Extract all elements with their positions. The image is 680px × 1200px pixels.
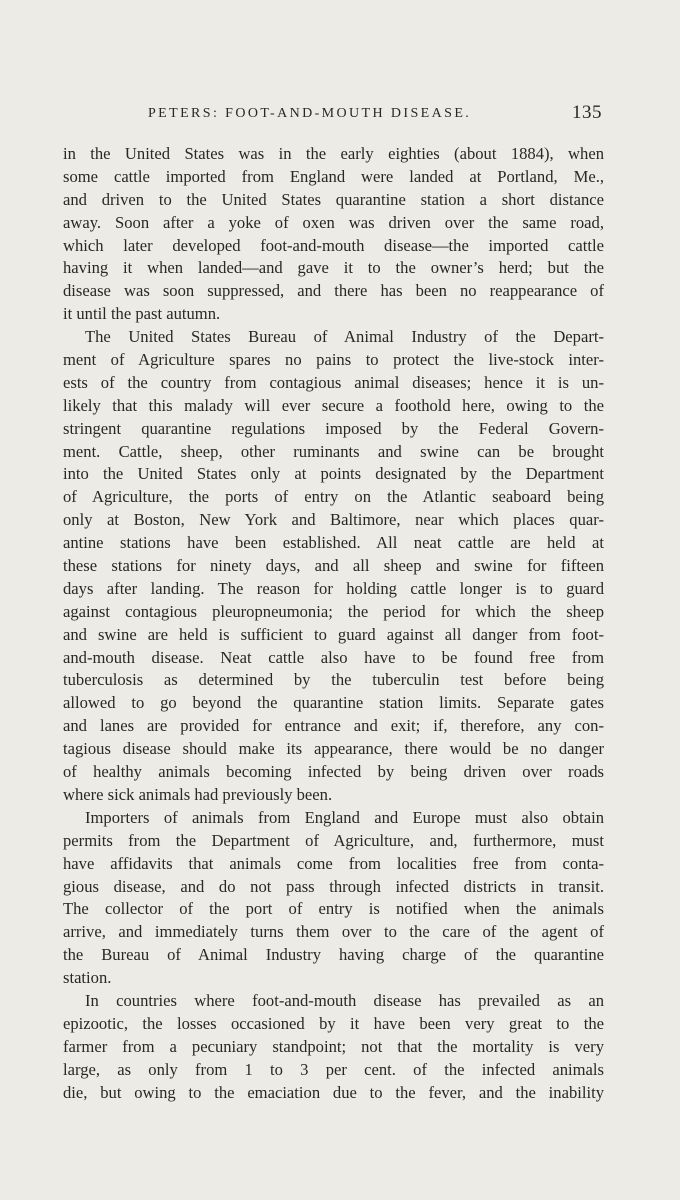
text-line: days after landing. The reason for holding cattle longer is to guard	[63, 578, 604, 598]
paragraph-1	[63, 143, 604, 326]
text-line: into the United States only at points designated by the Department	[63, 464, 604, 484]
text-line: some cattle imported from England were landed at Portland, Me.,	[63, 166, 604, 186]
text-line: antine stations have been established. All neat cattle are held at	[63, 533, 604, 553]
text-line: where sick animals had previously been.	[63, 784, 333, 804]
page-number: 135	[572, 102, 602, 123]
text-line: epizootic, the losses occasioned by it have been very great to the	[63, 1013, 604, 1033]
text-line: ests of the country from contagious animal diseases; hence it is un-	[63, 372, 604, 392]
text-line: having it when landed—and gave it to the owner’s herd; but the	[63, 258, 604, 278]
page-header	[148, 102, 602, 128]
text-line: stringent quarantine regulations imposed by the Federal Govern-	[63, 418, 604, 438]
paragraph-2	[63, 326, 604, 807]
body-text	[63, 143, 604, 1104]
text-line: the Bureau of Animal Industry having charge of the quarantine	[63, 945, 604, 965]
paragraph-3	[63, 807, 604, 990]
text-line: only at Boston, New York and Baltimore, near which places quar-	[63, 510, 604, 530]
text-line: In countries where foot-and-mouth disease has prevailed as an	[85, 990, 604, 1010]
text-line: tagious disease should make its appearance, there would be no danger	[63, 739, 604, 759]
text-line: permits from the Department of Agriculture, and, furthermore, must	[63, 830, 604, 850]
text-line: and swine are held is sufficient to guard against all danger from foot-	[63, 624, 604, 644]
text-line: it until the past autumn.	[63, 304, 221, 324]
text-line: disease was soon suppressed, and there has been no reappearance of	[63, 281, 604, 301]
text-line: Importers of animals from England and Europe must also obtain	[85, 807, 604, 827]
text-line: away. Soon after a yoke of oxen was driven over the same road,	[63, 212, 604, 232]
text-line: likely that this malady will ever secure a foothold here, owing to the	[63, 395, 604, 415]
running-head: PETERS: FOOT-AND-MOUTH DISEASE.	[148, 106, 472, 121]
text-line: in the United States was in the early eighties (about 1884), when	[63, 144, 604, 163]
text-line: The United States Bureau of Animal Industry of the Depart-	[85, 327, 604, 347]
text-line: die, but owing to the emaciation due to the fever, and the inability	[63, 1082, 604, 1102]
text-line: The collector of the port of entry is notified when the animals	[63, 899, 604, 919]
text-line: station.	[63, 968, 112, 988]
text-line: allowed to go beyond the quarantine station limits. Separate gates	[63, 693, 604, 713]
text-line: arrive, and immediately turns them over to the care of the agent of	[63, 922, 604, 942]
text-line: and lanes are provided for entrance and exit; if, therefore, any con-	[63, 716, 604, 736]
text-line: and driven to the United States quarantine station a short distance	[63, 189, 604, 209]
paragraph-4	[63, 990, 604, 1104]
text-line: which later developed foot-and-mouth disease—the imported cattle	[63, 235, 604, 255]
text-line: ment. Cattle, sheep, other ruminants and swine can be brought	[63, 441, 604, 461]
text-line: of healthy animals becoming infected by being driven over roads	[63, 762, 604, 782]
text-line: and-mouth disease. Neat cattle also have to be found free from	[63, 647, 604, 667]
text-line: ment of Agriculture spares no pains to protect the live-stock inter-	[63, 350, 604, 370]
text-line: farmer from a pecuniary standpoint; not that the mortality is very	[63, 1036, 604, 1056]
text-line: of Agriculture, the ports of entry on the Atlantic seaboard being	[63, 487, 604, 507]
text-line: tuberculosis as determined by the tuberculin test before being	[63, 670, 604, 690]
text-line: against contagious pleuropneumonia; the period for which the sheep	[63, 601, 604, 621]
text-line: large, as only from 1 to 3 per cent. of the infected animals	[63, 1059, 604, 1079]
text-line: gious disease, and do not pass through infected districts in transit.	[63, 876, 604, 896]
text-line: these stations for ninety days, and all sheep and swine for fifteen	[63, 556, 604, 576]
text-line: have affidavits that animals come from localities free from conta-	[63, 853, 604, 873]
